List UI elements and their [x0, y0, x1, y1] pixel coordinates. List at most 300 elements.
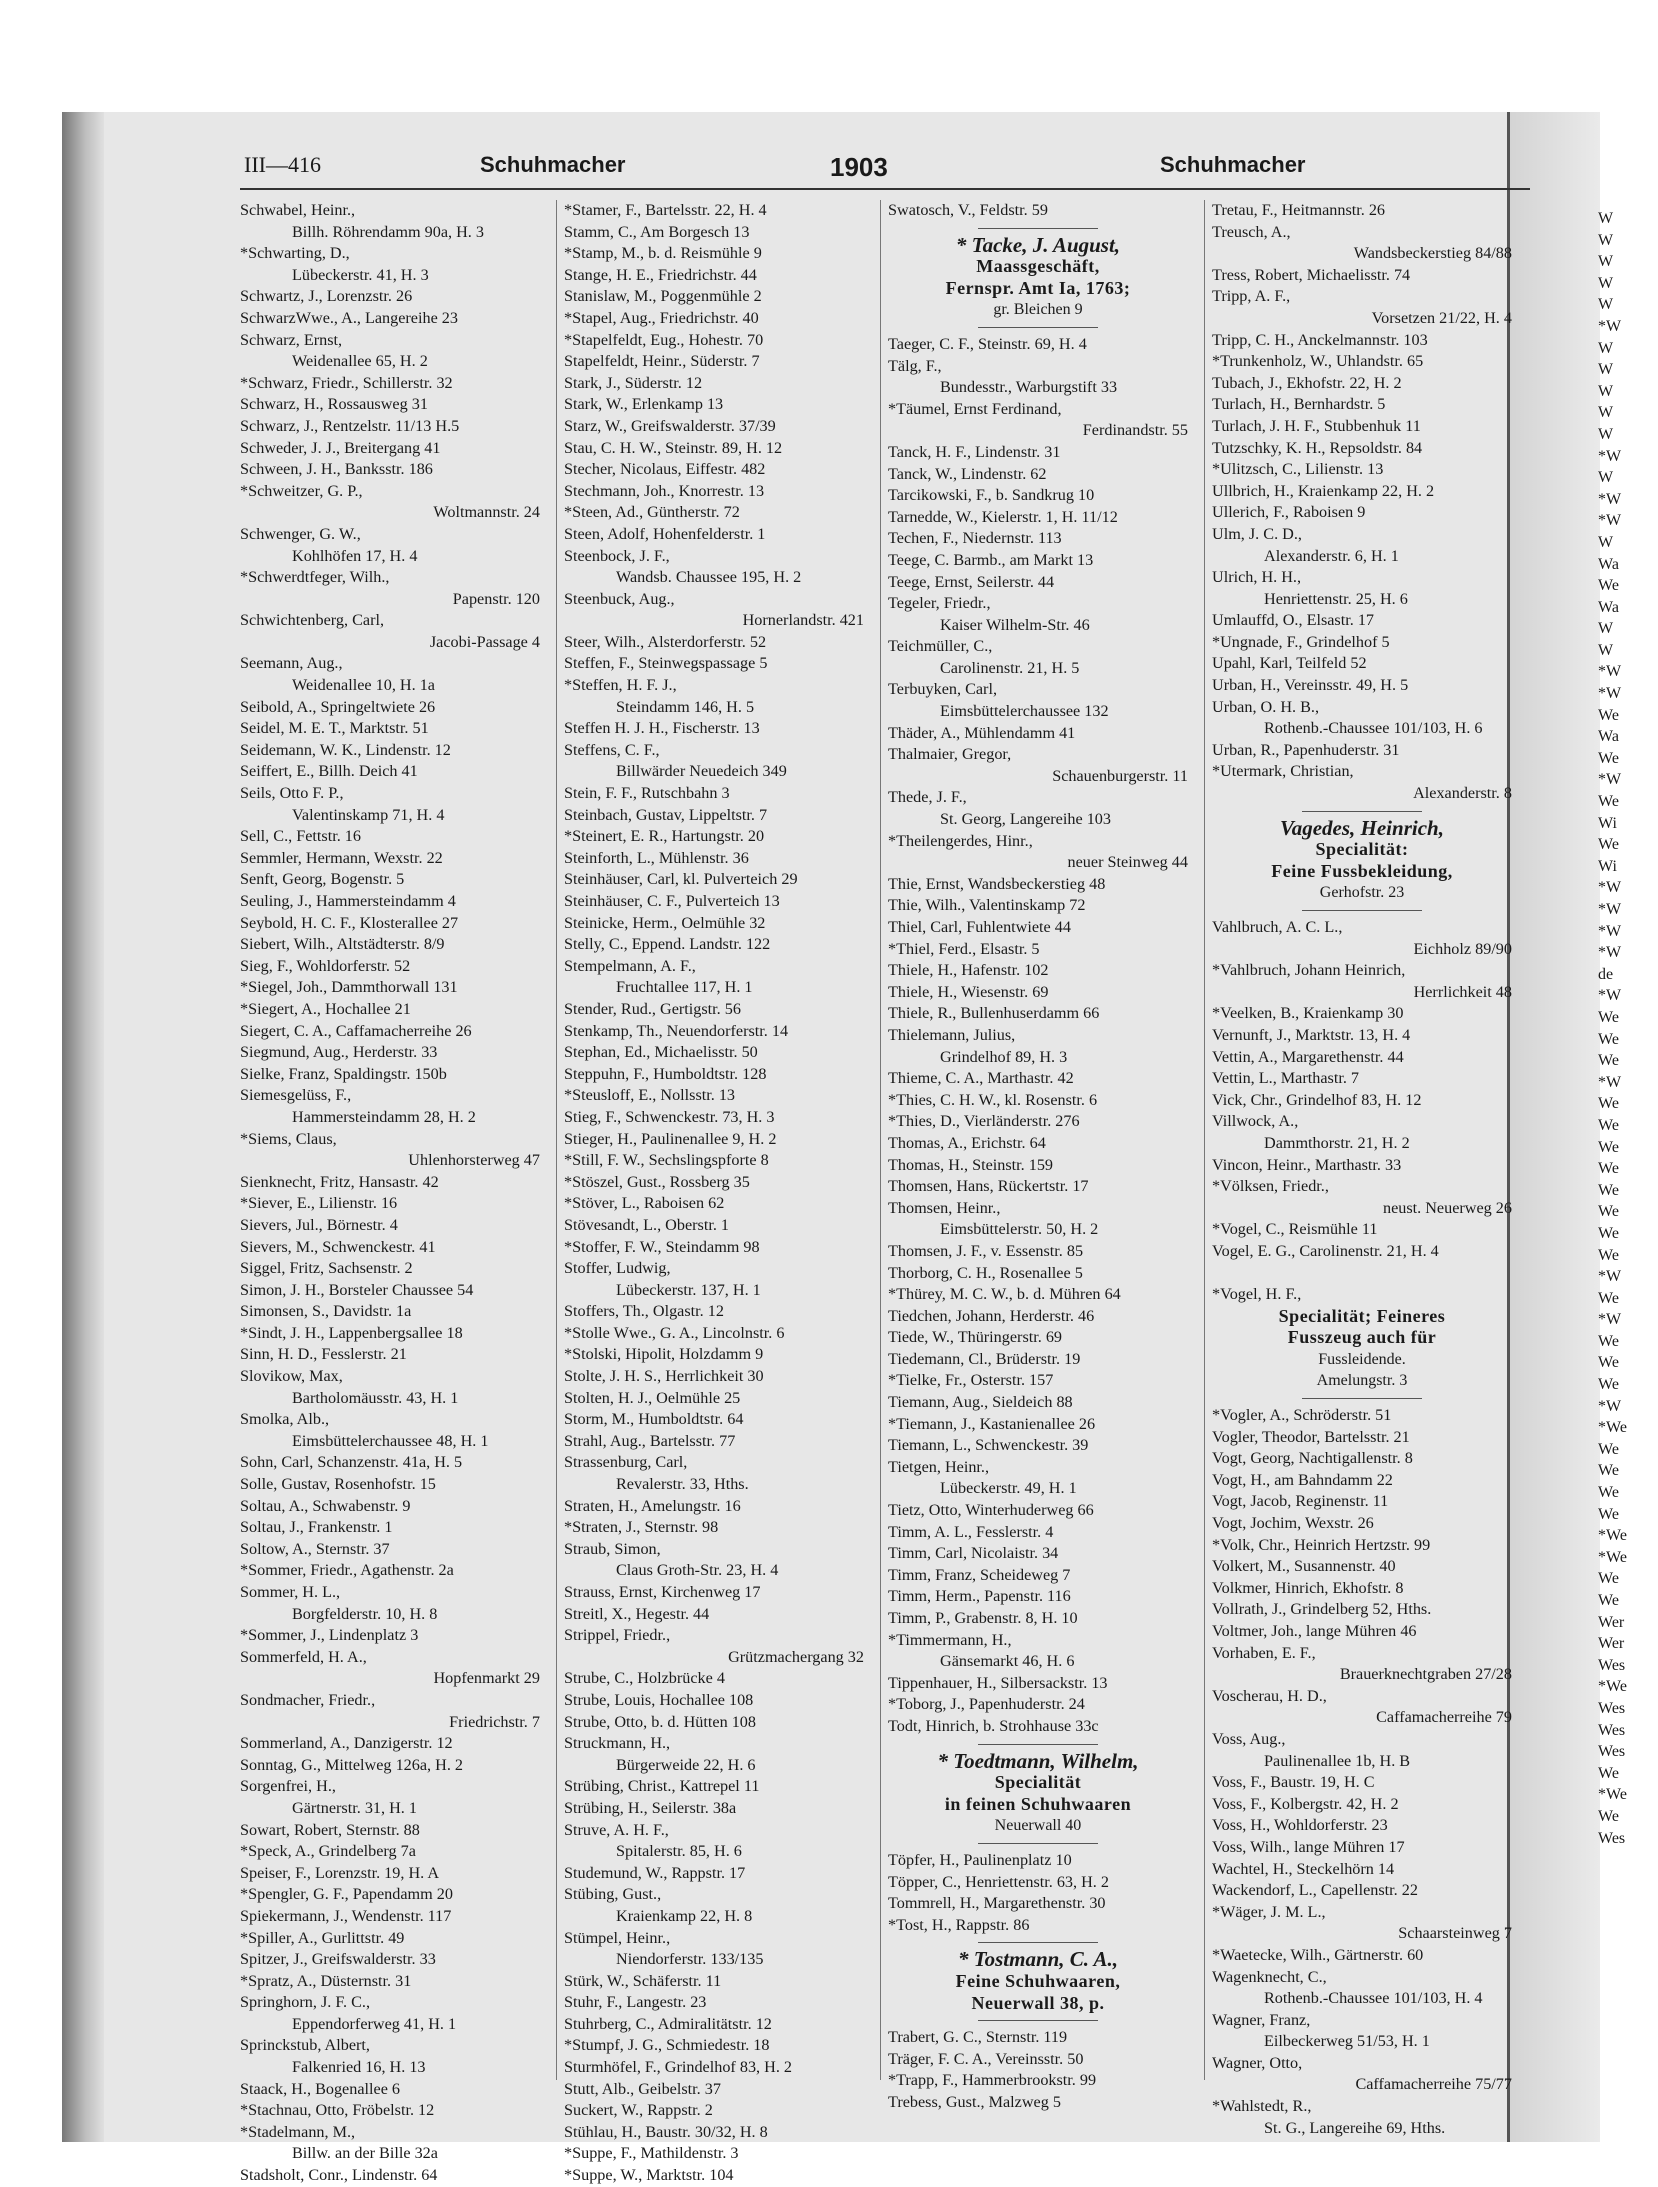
directory-entry: *Wäger, J. M. L.,: [1212, 1902, 1326, 1921]
directory-entry: Claus Groth-Str. 23, H. 4: [616, 1561, 779, 1580]
section-rule: [978, 2020, 1098, 2021]
directory-entry: Niendorferstr. 133/135: [616, 1950, 764, 1969]
directory-entry: Tiemann, L., Schwenckestr. 39: [888, 1436, 1089, 1455]
directory-entry: Alexanderstr. 6, H. 1: [1264, 546, 1399, 565]
directory-entry: Wagner, Franz,: [1212, 2010, 1311, 2029]
section-rule: [1302, 1398, 1422, 1399]
directory-entry: Vogt, Jochim, Wexstr. 26: [1212, 1514, 1374, 1533]
directory-entry: Sonntag, G., Mittelweg 126a, H. 2: [240, 1755, 464, 1774]
adjacent-page-fragment: *We: [1598, 1548, 1627, 1566]
adjacent-page-fragment: W: [1598, 274, 1614, 292]
directory-entry: *Speck, A., Grindelberg 7a: [240, 1842, 416, 1861]
adjacent-page-fragment: Wi: [1598, 814, 1617, 832]
adjacent-page-fragment: We: [1598, 1505, 1619, 1523]
directory-entry: Seybold, H. C. F., Klosterallee 27: [240, 913, 459, 932]
directory-entry: Gänsemarkt 46, H. 6: [940, 1652, 1075, 1671]
directory-entry: *Sommer, J., Lindenplatz 3: [240, 1626, 419, 1645]
adjacent-page-fragment: *We: [1598, 1678, 1627, 1696]
directory-entry: Vogt, H., am Bahndamm 22: [1212, 1470, 1393, 1489]
directory-entry: Todt, Hinrich, b. Strohhause 33c: [888, 1716, 1099, 1735]
directory-entry: Ulrich, H. H.,: [1212, 568, 1302, 587]
directory-entry: Kohlhöfen 17, H. 4: [292, 546, 418, 565]
directory-entry: Stübing, Gust.,: [564, 1885, 662, 1904]
header-right-title: Schuhmacher: [1160, 152, 1306, 177]
adjacent-page-fragment: W: [1598, 253, 1614, 271]
section-rule: [978, 1942, 1098, 1943]
adjacent-page-fragment: W: [1598, 469, 1614, 487]
directory-entry: *Spiller, A., Gurlittstr. 49: [240, 1928, 405, 1947]
directory-entry: Wandsbeckerstieg 84/88: [1353, 244, 1512, 263]
adjacent-page-fragments: [1598, 210, 1658, 1851]
adjacent-page-fragment: W: [1598, 231, 1614, 249]
adjacent-page-fragment: We: [1598, 1181, 1619, 1199]
directory-entry: Billwärder Neuedeich 349: [616, 762, 787, 781]
adjacent-page-fragment: We: [1598, 1764, 1619, 1782]
adjacent-page-fragment: Wa: [1598, 598, 1619, 616]
directory-entry: Tiemann, Aug., Sieldeich 88: [888, 1393, 1073, 1412]
directory-entry: Solle, Gustav, Rosenhofstr. 15: [240, 1475, 436, 1494]
directory-entry: Stempelmann, A. F.,: [564, 956, 696, 975]
directory-entry: *Stapel, Aug., Friedrichstr. 40: [564, 308, 759, 327]
adjacent-page-fragment: *W: [1598, 1311, 1622, 1329]
directory-entry: Grindelhof 89, H. 3: [940, 1047, 1068, 1066]
directory-entry: Sommerfeld, H. A.,: [240, 1647, 367, 1666]
directory-entry: Stieg, F., Schwenckestr. 73, H. 3: [564, 1107, 775, 1126]
directory-entry: *Straten, J., Sternstr. 98: [564, 1518, 719, 1537]
adjacent-page-fragment: *We: [1598, 1527, 1627, 1545]
ad-text: Neuerwall 38, p.: [971, 1992, 1105, 2013]
directory-entry: Rothenb.-Chaussee 101/103, H. 6: [1264, 719, 1483, 738]
directory-entry: Sturmhöfel, F., Grindelhof 83, H. 2: [564, 2058, 793, 2077]
directory-entry: Turlach, J. H. F., Stubbenhuk 11: [1212, 416, 1421, 435]
ad-text: Specialität:: [1315, 839, 1409, 860]
directory-entry: Schaarsteinweg 7: [1398, 1924, 1512, 1943]
directory-entry: Lübeckerstr. 137, H. 1: [616, 1280, 761, 1299]
directory-entry: Tripp, A. F.,: [1212, 287, 1291, 306]
adjacent-page-fragment: W: [1598, 339, 1614, 357]
directory-entry: Vettin, A., Margarethenstr. 44: [1212, 1047, 1404, 1066]
section-rule: [978, 228, 1098, 229]
advertisement-block: [888, 1949, 1188, 2014]
directory-entry: Sinn, H. D., Fesslerstr. 21: [240, 1345, 407, 1364]
directory-entry: Stark, W., Erlenkamp 13: [564, 395, 724, 414]
ad-text: Fussleidende.: [1318, 1350, 1406, 1368]
directory-entry: Vincon, Heinr., Marthastr. 33: [1212, 1155, 1402, 1174]
directory-entry: Timm, Franz, Scheideweg 7: [888, 1565, 1071, 1584]
directory-entry: Caffamacherreihe 79: [1376, 1708, 1512, 1727]
advertisement-block: [1212, 815, 1512, 904]
directory-entry: Siegert, C. A., Caffamacherreihe 26: [240, 1021, 472, 1040]
directory-entry: Billw. an der Bille 32a: [292, 2144, 438, 2163]
directory-entry: Slovikow, Max,: [240, 1367, 343, 1386]
directory-entry: Valentinskamp 71, H. 4: [292, 805, 445, 824]
directory-entry: Seidemann, W. K., Lindenstr. 12: [240, 740, 451, 759]
directory-entry: Turlach, H., Bernhardstr. 5: [1212, 395, 1386, 414]
adjacent-page-fragment: Wi: [1598, 857, 1617, 875]
directory-entry: Tanck, W., Lindenstr. 62: [888, 464, 1047, 483]
advertisement-block: [1212, 1306, 1512, 1392]
directory-entry: Spitzer, J., Greifswalderstr. 33: [240, 1950, 436, 1969]
adjacent-page-fragment: *W: [1598, 771, 1622, 789]
directory-entry: Stolten, H. J., Oelmühle 25: [564, 1388, 741, 1407]
directory-entry: Steinicke, Herm., Oelmühle 32: [564, 913, 766, 932]
adjacent-page-fragment: We: [1598, 1354, 1619, 1372]
directory-entry: Gärtnerstr. 31, H. 1: [292, 1798, 417, 1817]
section-rule: [978, 1843, 1098, 1844]
directory-entry: Schauenburgerstr. 11: [1052, 766, 1188, 785]
adjacent-page-fragment: We: [1598, 1160, 1619, 1178]
directory-entry: Vahlbruch, A. C. L.,: [1212, 918, 1343, 936]
directory-entry: *Schwerdtfeger, Wilh.,: [240, 568, 390, 587]
directory-entry: Tommrell, H., Margarethenstr. 30: [888, 1894, 1106, 1913]
directory-entry: *Ungnade, F., Grindelhof 5: [1212, 632, 1390, 651]
directory-entry: *Veelken, B., Kraienkamp 30: [1212, 1004, 1404, 1023]
directory-entry: Stapelfeldt, Heinr., Süderstr. 7: [564, 352, 760, 371]
directory-entry: Kraienkamp 22, H. 8: [616, 1906, 753, 1925]
adjacent-page-fragment: W: [1598, 296, 1614, 314]
directory-entry: Thiel, Carl, Fuhlentwiete 44: [888, 918, 1071, 936]
directory-entry: Thalmaier, Gregor,: [888, 745, 1012, 764]
adjacent-page-fragment: Wes: [1598, 1699, 1626, 1717]
section-rule: [1302, 910, 1422, 911]
directory-entry: *Spengler, G. F., Papendamm 20: [240, 1885, 453, 1904]
directory-entry: Stender, Rud., Gertigstr. 56: [564, 999, 741, 1018]
directory-entry: Henriettenstr. 25, H. 6: [1264, 589, 1408, 608]
directory-entry: Stühlau, H., Baustr. 30/32, H. 8: [564, 2122, 768, 2141]
directory-entry: Timm, P., Grabenstr. 8, H. 10: [888, 1609, 1078, 1627]
ad-text: Specialität; Feineres: [1278, 1305, 1446, 1326]
directory-entry: Eimsbüttelerchaussee 132: [940, 702, 1109, 721]
header-rule: [240, 188, 1530, 190]
directory-entry: *Steen, Ad., Güntherstr. 72: [564, 503, 740, 522]
adjacent-page-fragment: Wer: [1598, 1613, 1625, 1631]
directory-entry: Stamm, C., Am Borgesch 13: [564, 222, 750, 241]
directory-entry: Alexanderstr. 8: [1413, 784, 1512, 803]
directory-entry: Sievers, M., Schwenckestr. 41: [240, 1237, 436, 1256]
adjacent-page-fragment: *W: [1598, 922, 1622, 940]
directory-page: [240, 140, 1530, 2185]
adjacent-page-fragment: We: [1598, 1224, 1619, 1242]
directory-entry: Ferdinandstr. 55: [1082, 421, 1188, 440]
directory-entry: Stelly, C., Eppend. Landstr. 122: [564, 935, 771, 954]
directory-entry: Dammthorstr. 21, H. 2: [1264, 1133, 1410, 1152]
directory-entry: *Thiel, Ferd., Elsastr. 5: [888, 939, 1040, 958]
directory-entry: Stoffers, Th., Olgastr. 12: [564, 1302, 724, 1321]
directory-entry: Thomsen, J. F., v. Essenstr. 85: [888, 1241, 1084, 1260]
directory-entry: Thie, Ernst, Wandsbeckerstieg 48: [888, 874, 1106, 893]
directory-entry: *Stolski, Hipolit, Holzdamm 9: [564, 1345, 764, 1364]
directory-entry: *Schweitzer, G. P.,: [240, 481, 363, 500]
directory-entry: [1212, 1263, 1512, 1285]
adjacent-page-fragment: W: [1598, 620, 1614, 638]
directory-entry: Sieg, F., Wohldorferstr. 52: [240, 956, 411, 975]
directory-entry: *Stöszel, Gust., Rossberg 35: [564, 1172, 750, 1191]
directory-entry: Voss, F., Baustr. 19, H. C: [1212, 1773, 1375, 1792]
adjacent-page-fragment: *W: [1598, 447, 1622, 465]
directory-entry: Bürgerweide 22, H. 6: [616, 1755, 756, 1774]
directory-entry: Hornerlandstr. 421: [742, 611, 864, 630]
directory-entry: Töpfer, H., Paulinenplatz 10: [888, 1850, 1072, 1869]
directory-entry: *Timmermann, H.,: [888, 1630, 1012, 1649]
directory-entry: Trebess, Gust., Malzweg 5: [888, 2092, 1061, 2111]
adjacent-page-fragment: *W: [1598, 944, 1622, 962]
directory-entry: Wackendorf, L., Capellenstr. 22: [1212, 1881, 1418, 1900]
directory-entry: Voss, F., Kolbergstr. 42, H. 2: [1212, 1794, 1399, 1813]
directory-entry: Siggel, Fritz, Sachsenstr. 2: [240, 1259, 413, 1278]
directory-entry: *Tielke, Fr., Osterstr. 157: [888, 1371, 1054, 1390]
directory-entry: Seidel, M. E. T., Marktstr. 51: [240, 719, 429, 738]
column-divider: [1204, 200, 1205, 2080]
directory-entry: Stein, F. F., Rutschbahn 3: [564, 784, 730, 803]
directory-entry: Techen, F., Niedernstr. 113: [888, 529, 1062, 548]
directory-entry: Thäder, A., Mühlendamm 41: [888, 723, 1076, 742]
directory-entry: Paulinenallee 1b, H. B: [1264, 1751, 1411, 1770]
directory-entry: Schweder, J. J., Breitergang 41: [240, 438, 441, 457]
directory-entry: *Stamp, M., b. d. Reismühle 9: [564, 244, 762, 263]
directory-entry: Sell, C., Fettstr. 16: [240, 827, 361, 846]
directory-entry: Stieger, H., Paulinenallee 9, H. 2: [564, 1129, 777, 1148]
adjacent-page-fragment: We: [1598, 1246, 1619, 1264]
directory-entry: *Steffen, H. F. J.,: [564, 676, 677, 695]
adjacent-page-fragment: *W: [1598, 879, 1622, 897]
directory-entry: Stark, J., Süderstr. 12: [564, 373, 703, 392]
directory-entry: Tarcikowski, F., b. Sandkrug 10: [888, 486, 1095, 505]
directory-entry: Tegeler, Friedr.,: [888, 594, 991, 613]
directory-entry: *Stamer, F., Bartelsstr. 22, H. 4: [564, 201, 767, 219]
directory-entry: Weidenallee 65, H. 2: [292, 352, 428, 371]
directory-entry: Steinhäuser, C. F., Pulverteich 13: [564, 892, 780, 910]
directory-entry: Eimsbüttelerstr. 50, H. 2: [940, 1220, 1099, 1239]
directory-entry: *Suppe, F., Mathildenstr. 3: [564, 2144, 739, 2163]
directory-entry: Swatosch, V., Feldstr. 59: [888, 201, 1048, 219]
directory-entry: *Vogler, A., Schröderstr. 51: [1212, 1406, 1392, 1425]
directory-entry: Struve, A. H. F.,: [564, 1820, 669, 1839]
directory-entry: Eilbeckerweg 51/53, H. 1: [1264, 2032, 1430, 2051]
directory-entry: Wachtel, H., Steckelhörn 14: [1212, 1859, 1395, 1878]
directory-entry: *Stumpf, J. G., Schmiedestr. 18: [564, 2036, 770, 2055]
directory-entry: Grützmachergang 32: [728, 1647, 864, 1666]
directory-entry: *Waetecke, Wilh., Gärtnerstr. 60: [1212, 1945, 1424, 1964]
directory-entry: Bundesstr., Warburgstift 33: [940, 378, 1118, 397]
directory-entry: Stenkamp, Th., Neuendorferstr. 14: [564, 1021, 789, 1040]
adjacent-page-fragment: *W: [1598, 901, 1622, 918]
directory-entry: Storm, M., Humboldtstr. 64: [564, 1410, 744, 1429]
ad-business-name: * Tostmann, C. A.,: [957, 1947, 1119, 1972]
directory-entry: Friedrichstr. 7: [449, 1712, 540, 1731]
adjacent-page-fragment: We: [1598, 793, 1619, 811]
directory-entry: Töpper, C., Henriettenstr. 63, H. 2: [888, 1872, 1109, 1891]
directory-entry: Teege, Ernst, Seilerstr. 44: [888, 572, 1055, 591]
directory-entry: Tubach, J., Ekhofstr. 22, H. 2: [1212, 373, 1402, 392]
directory-entry: Vogt, Georg, Nachtigallenstr. 8: [1212, 1449, 1413, 1468]
directory-entry: Voss, Aug.,: [1212, 1729, 1286, 1748]
directory-entry: Ullbrich, H., Kraienkamp 22, H. 2: [1212, 481, 1435, 500]
directory-entry: Uhlenhorsterweg 47: [408, 1151, 540, 1170]
directory-entry: Thieme, C. A., Marthastr. 42: [888, 1069, 1074, 1088]
directory-entry: Strübing, Christ., Kattrepel 11: [564, 1777, 760, 1796]
ad-text: in feinen Schuhwaaren: [944, 1793, 1132, 1814]
directory-entry: Stuhr, F., Langestr. 23: [564, 1993, 707, 2012]
adjacent-page-fragment: W: [1598, 425, 1614, 443]
directory-entry: neuer Steinweg 44: [1067, 853, 1188, 872]
directory-entry: Vernunft, J., Marktstr. 13, H. 4: [1212, 1025, 1411, 1044]
header-year: 1903: [830, 152, 888, 182]
adjacent-page-fragment: We: [1598, 1116, 1619, 1134]
directory-entry: Straub, Simon,: [564, 1539, 661, 1558]
directory-entry: Papenstr. 120: [452, 589, 540, 608]
directory-entry: Wagenknecht, C.,: [1212, 1967, 1327, 1986]
section-rule: [1302, 811, 1422, 812]
directory-entry: Thie, Wilh., Valentinskamp 72: [888, 896, 1086, 915]
directory-entry: Steffen, F., Steinwegspassage 5: [564, 654, 768, 673]
adjacent-page-fragment: *We: [1598, 1419, 1627, 1437]
directory-entry: *Toborg, J., Papenhuderstr. 24: [888, 1695, 1085, 1714]
directory-entry: Villwock, A.,: [1212, 1112, 1299, 1131]
directory-entry: Rothenb.-Chaussee 101/103, H. 4: [1264, 1989, 1483, 2008]
directory-entry: Fruchtallee 117, H. 1: [616, 978, 753, 997]
directory-entry: Sielke, Franz, Spaldingstr. 150b: [240, 1064, 447, 1083]
adjacent-page-fragment: We: [1598, 1203, 1619, 1221]
directory-entry: Simonsen, S., Davidstr. 1a: [240, 1302, 412, 1321]
adjacent-page-fragment: Wes: [1598, 1721, 1626, 1739]
directory-entry: Smolka, Alb.,: [240, 1410, 330, 1429]
directory-entry: Vogel, E. G., Carolinenstr. 21, H. 4: [1212, 1241, 1439, 1260]
directory-entry: Tiedemann, Cl., Brüderstr. 19: [888, 1349, 1081, 1368]
directory-entry: Trabert, G. C., Sternstr. 119: [888, 2028, 1068, 2047]
directory-entry: Schwenger, G. W.,: [240, 524, 361, 543]
directory-entry: Eppendorferweg 41, H. 1: [292, 2014, 457, 2033]
directory-entry: *Volk, Chr., Heinrich Hertzstr. 99: [1212, 1535, 1431, 1554]
directory-entry: Terbuyken, Carl,: [888, 680, 997, 699]
directory-entry: Vorsetzen 21/22, H. 4: [1371, 308, 1512, 327]
directory-entry: Steindamm 146, H. 5: [616, 697, 755, 716]
directory-entry: Tretau, F., Heitmannstr. 26: [1212, 201, 1386, 219]
directory-entry: Steinforth, L., Mühlenstr. 36: [564, 848, 749, 867]
directory-entry: Strassenburg, Carl,: [564, 1453, 688, 1472]
directory-entry: Spiekermann, J., Wendenstr. 117: [240, 1906, 452, 1925]
directory-entry: Stolte, J. H. S., Herrlichkeit 30: [564, 1367, 764, 1386]
directory-entry: Tälg, F.,: [888, 356, 942, 375]
directory-entry: Sorgenfrei, H.,: [240, 1777, 336, 1796]
directory-entry: Strübing, H., Seilerstr. 38a: [564, 1798, 737, 1817]
directory-entry: Simon, J. H., Borsteler Chaussee 54: [240, 1280, 474, 1299]
directory-entry: Sommerland, A., Danzigerstr. 12: [240, 1734, 453, 1753]
directory-entry: Stephan, Ed., Michaelisstr. 50: [564, 1043, 758, 1062]
ad-text: gr. Bleichen 9: [993, 301, 1083, 319]
directory-entry: Caffamacherreihe 75/77: [1355, 2075, 1512, 2094]
directory-entry: Tiedchen, Johann, Herderstr. 46: [888, 1306, 1095, 1325]
directory-entry: Eimsbüttelerchaussee 48, H. 1: [292, 1431, 489, 1450]
directory-entry: Struckmann, H.,: [564, 1734, 671, 1753]
adjacent-page-fragment: *W: [1598, 663, 1622, 681]
adjacent-page-fragment: We: [1598, 836, 1619, 854]
ad-business-name: Vagedes, Heinrich,: [1280, 815, 1444, 840]
directory-entry: Siemesgelüss, F.,: [240, 1086, 352, 1105]
adjacent-page-fragment: *W: [1598, 1073, 1622, 1091]
adjacent-page-fragment: We: [1598, 1138, 1619, 1156]
directory-entry: Tutzschky, K. H., Repsoldstr. 84: [1212, 438, 1423, 457]
directory-entry: Volkmer, Hinrich, Ekhofstr. 8: [1212, 1578, 1404, 1597]
directory-entry: Lübeckerstr. 49, H. 1: [940, 1479, 1077, 1498]
directory-entry: Timm, A. L., Fesslerstr. 4: [888, 1522, 1054, 1541]
directory-entry: Tanck, H. F., Lindenstr. 31: [888, 442, 1061, 461]
directory-entry: *Thies, D., Vierländerstr. 276: [888, 1112, 1080, 1131]
directory-entry: *Täumel, Ernst Ferdinand,: [888, 399, 1062, 418]
directory-entry: Schwichtenberg, Carl,: [240, 611, 385, 630]
directory-entry: Ulm, J. C. D.,: [1212, 524, 1302, 543]
directory-entry: Stövesandt, L., Oberstr. 1: [564, 1215, 730, 1234]
directory-entry: Staack, H., Bogenallee 6: [240, 2079, 401, 2098]
directory-column-4: [1212, 200, 1512, 2139]
directory-entry: Wagner, Otto,: [1212, 2053, 1303, 2072]
directory-entry: *Ulitzsch, C., Lilienstr. 13: [1212, 460, 1384, 479]
adjacent-page-fragment: We: [1598, 1592, 1619, 1609]
adjacent-page-fragment: Wes: [1598, 1829, 1626, 1847]
header-left-title: Schuhmacher: [480, 152, 626, 177]
directory-entry: Jacobi-Passage 4: [429, 632, 540, 651]
directory-column-2: [564, 200, 864, 2187]
directory-entry: Timm, Herm., Papenstr. 116: [888, 1587, 1071, 1606]
directory-entry: Thiele, H., Hafenstr. 102: [888, 961, 1049, 980]
directory-entry: *Stolle Wwe., G. A., Lincolnstr. 6: [564, 1323, 785, 1342]
adjacent-page-fragment: *W: [1598, 1397, 1622, 1415]
directory-entry: Revalerstr. 33, Hths.: [616, 1475, 749, 1494]
directory-entry: Schwarz, H., Rossausweg 31: [240, 395, 428, 414]
page-binding-edge: [62, 112, 104, 2142]
adjacent-page-fragment: We: [1598, 1030, 1619, 1048]
directory-entry: Steffen H. J. H., Fischerstr. 13: [564, 719, 760, 738]
directory-entry: Vogt, Jacob, Reginenstr. 11: [1212, 1492, 1389, 1511]
directory-entry: Tarnedde, W., Kielerstr. 1, H. 11/12: [888, 507, 1118, 526]
directory-entry: Strippel, Friedr.,: [564, 1626, 671, 1645]
directory-entry: *Thürey, M. C. W., b. d. Mühren 64: [888, 1285, 1121, 1304]
adjacent-page-fragment: W: [1598, 382, 1614, 400]
ad-text: Fusszeug auch für: [1287, 1327, 1437, 1348]
directory-entry: Steppuhn, F., Humboldtstr. 128: [564, 1064, 767, 1083]
directory-entry: *Still, F. W., Sechslingspforte 8: [564, 1151, 769, 1170]
directory-entry: Kaiser Wilhelm-Str. 46: [940, 615, 1090, 634]
directory-entry: Straten, H., Amelungstr. 16: [564, 1496, 741, 1515]
column-divider: [556, 200, 557, 2080]
directory-entry: Sondmacher, Friedr.,: [240, 1690, 376, 1709]
directory-entry: Voss, Wilh., lange Mühren 17: [1212, 1837, 1405, 1856]
directory-entry: Treusch, A.,: [1212, 222, 1291, 241]
directory-entry: Stümpel, Heinr.,: [564, 1928, 671, 1947]
directory-entry: Streitl, X., Hegestr. 44: [564, 1604, 710, 1623]
ad-text: Maassgeschäft,: [976, 256, 1100, 277]
directory-entry: Timm, Carl, Nicolaistr. 34: [888, 1544, 1059, 1563]
directory-entry: Teege, C. Barmb., am Markt 13: [888, 550, 1094, 569]
directory-entry: Steinhäuser, Carl, kl. Pulverteich 29: [564, 870, 798, 889]
adjacent-page-fragment: *W: [1598, 685, 1622, 703]
directory-entry: Stoffer, Ludwig,: [564, 1259, 671, 1278]
directory-entry: Schwabel, Heinr.,: [240, 201, 356, 219]
directory-entry: Ullerich, F., Raboisen 9: [1212, 503, 1366, 522]
adjacent-page-fragment: *W: [1598, 490, 1622, 508]
directory-entry: Seemann, Aug.,: [240, 654, 343, 673]
directory-entry: Schween, J. H., Banksstr. 186: [240, 460, 433, 479]
directory-entry: Sowart, Robert, Sternstr. 88: [240, 1820, 420, 1839]
adjacent-page-fragment: We: [1598, 706, 1619, 724]
directory-entry: *Sommer, Friedr., Agathenstr. 2a: [240, 1561, 454, 1580]
directory-entry: *Vogel, C., Reismühle 11: [1212, 1220, 1378, 1239]
directory-entry: Speiser, F., Lorenzstr. 19, H. A: [240, 1863, 440, 1882]
directory-entry: *Vogel, H. F.,: [1212, 1285, 1302, 1304]
directory-entry: Sievers, Jul., Börnestr. 4: [240, 1215, 398, 1234]
adjacent-page-fragment: We: [1598, 1332, 1619, 1350]
directory-entry: neust. Neuerweg 26: [1382, 1198, 1512, 1217]
directory-entry: Brauerknechtgraben 27/28: [1339, 1665, 1512, 1684]
